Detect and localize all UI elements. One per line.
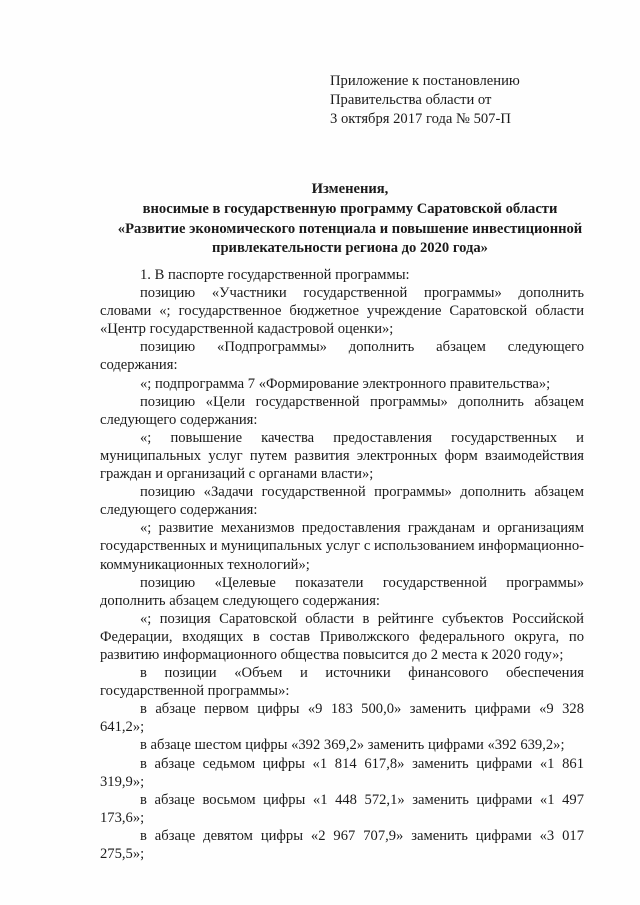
header-line-3: 3 октября 2017 года № 507-П: [330, 111, 511, 127]
paragraph: позицию «Подпрограммы» дополнить абзацем следующего содержания:: [100, 339, 584, 374]
paragraph: «; повышение качества предоставления государственных и муниципальных услуг путем развития электронных форм взаимодействия граждан и организаций с органами власти»;: [100, 429, 584, 483]
title-line-4: привлекательности региона до 2020 года»: [212, 240, 488, 257]
paragraph: в абзаце первом цифры «9 183 500,0» заменить цифрами «9 328 641,2»;: [100, 701, 584, 736]
paragraph: «; позиция Саратовской области в рейтинге субъектов Российской Федерации, входящих в состав Приволжского федерального округа, по развитию информационного общества повысится до 2 места к 2020 году»;: [100, 610, 584, 663]
header-line-1: Приложение к постановлению: [330, 73, 520, 89]
paragraph: в абзаце шестом цифры «392 369,2» заменить цифрами «392 639,2»;: [140, 737, 565, 754]
title-line-2: вносимые в государственную программу Саратовской области: [142, 200, 558, 217]
paragraph: позицию «Участники государственной программы» дополнить словами «; государственное бюджетное учреждение Саратовской области «Центр государственной кадастровой оценки»;: [100, 285, 584, 338]
paragraph: в абзаце девятом цифры «2 967 707,9» заменить цифрами «3 017 275,5»;: [100, 827, 584, 862]
paragraph: в позиции «Объем и источники финансового обеспечения государственной программы»:: [100, 665, 584, 700]
paragraph: позицию «Цели государственной программы» дополнить абзацем следующего содержания:: [100, 393, 584, 428]
title-line-1: Изменения,: [311, 181, 389, 197]
paragraph: в абзаце седьмом цифры «1 814 617,8» заменить цифрами «1 861 319,9»;: [100, 755, 584, 790]
paragraph: в абзаце восьмом цифры «1 448 572,1» заменить цифрами «1 497 173,6»;: [100, 791, 584, 826]
title-line-3: «Развитие экономического потенциала и повышение инвестиционной: [117, 220, 583, 237]
appendix-header: [330, 72, 610, 129]
document-title: [100, 180, 600, 259]
paragraph: позицию «Целевые показатели государственной программы» дополнить абзацем следующего содержания:: [100, 574, 584, 609]
header-line-2: Правительства области от: [330, 92, 492, 108]
paragraph: «; подпрограмма 7 «Формирование электронного правительства»;: [140, 375, 551, 392]
paragraph: позицию «Задачи государственной программы» дополнить абзацем следующего содержания:: [100, 484, 584, 519]
paragraph: «; развитие механизмов предоставления гражданам и организациям государственных и муниципальных услуг с использованием информационно-коммуникационных технологий»;: [100, 520, 584, 573]
paragraph: 1. В паспорте государственной программы:: [140, 267, 410, 283]
document-body: [100, 266, 584, 863]
